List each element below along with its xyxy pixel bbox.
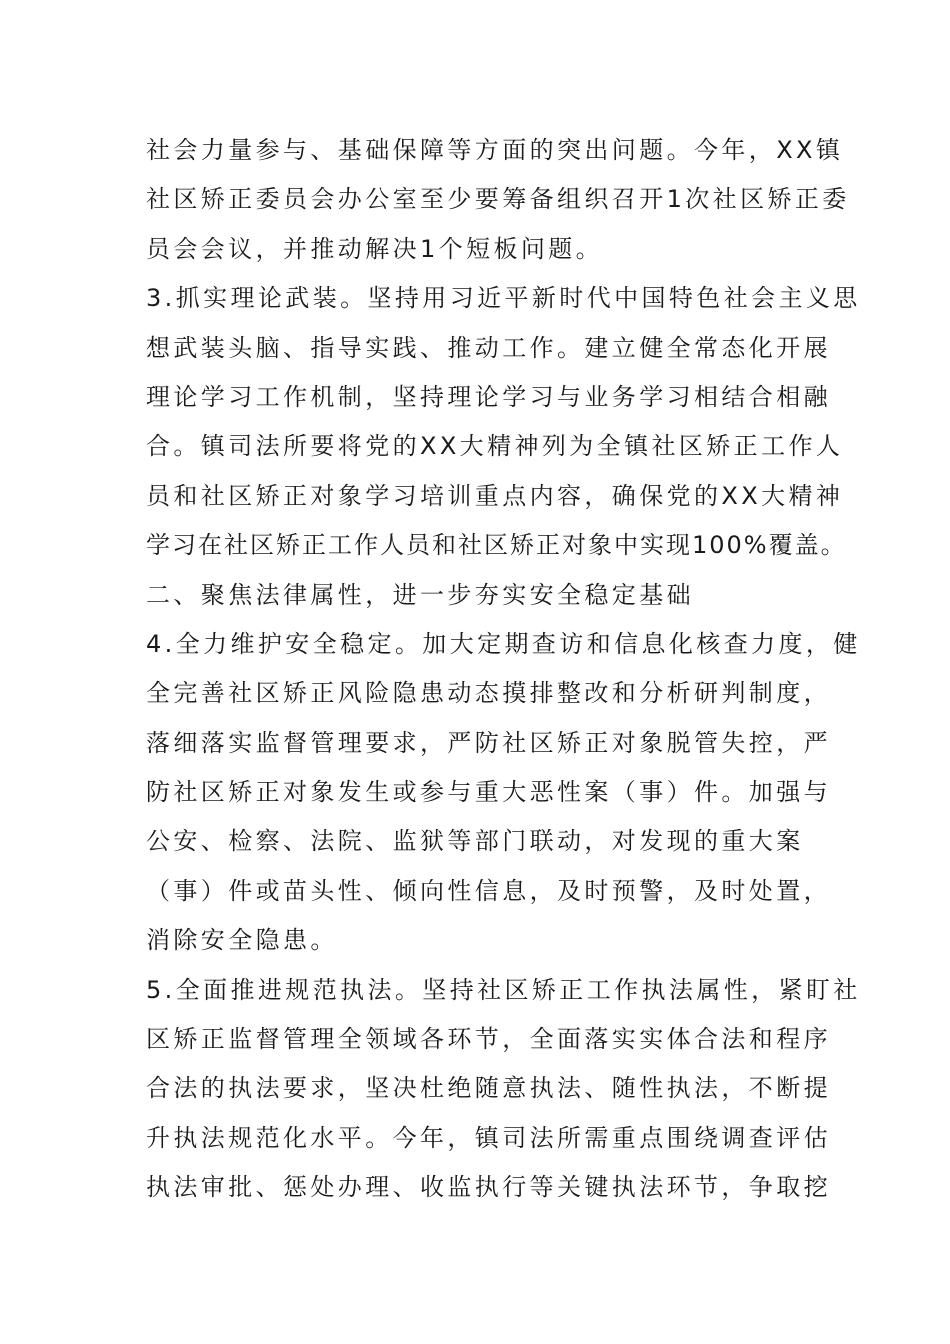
text-line: 消除安全隐患。 (146, 926, 338, 955)
text-line: 执法审批、惩处办理、收监执行等关键执法环节，争取挖 (146, 1173, 831, 1202)
text-line: 升执法规范化水平。今年，镇司法所需重点围绕调查评估 (146, 1123, 831, 1152)
text-line: 公安、检察、法院、监狱等部门联动，对发现的重大案 (146, 827, 804, 856)
document-body (146, 126, 861, 1213)
text-line: 区矫正监督管理全领域各环节，全面落实实体合法和程序 (146, 1025, 831, 1054)
paragraph-5-start: 5.全面推进规范执法。坚持社区矫正工作执法属性，紧盯社 (146, 975, 861, 1004)
text-line: 落细落实监督管理要求，严防社区矫正对象脱管失控，严 (146, 728, 831, 757)
text-line: 员会会议，并推动解决1个短板问题。 (146, 234, 604, 263)
text-line: 员和社区矫正对象学习培训重点内容，确保党的XX大精神 (146, 481, 844, 510)
text-line: 合。镇司法所要将党的XX大精神列为全镇社区矫正工作人 (146, 432, 844, 461)
text-line: （事）件或苗头性、倾向性信息，及时预警，及时处置， (146, 876, 831, 905)
section-heading: 二、聚焦法律属性，进一步夯实安全稳定基础 (146, 580, 694, 609)
paragraph-4-start: 4.全力维护安全稳定。加大定期查访和信息化核查力度，健 (146, 629, 861, 658)
text-line: 社会力量参与、基础保障等方面的突出问题。今年，XX镇 (146, 136, 844, 164)
text-line: 理论学习工作机制，坚持理论学习与业务学习相结合相融 (146, 382, 831, 411)
text-line: 学习在社区矫正工作人员和社区矫正对象中实现100%覆盖。 (146, 531, 847, 560)
text-line: 合法的执法要求，坚决杜绝随意执法、随性执法，不断提 (146, 1074, 831, 1103)
text-line: 想武装头脑、指导实践、推动工作。建立健全常态化开展 (146, 333, 831, 362)
text-line: 全完善社区矫正风险隐患动态摸排整改和分析研判制度， (146, 679, 831, 708)
text-line: 社区矫正委员会办公室至少要筹备组织召开1次社区矫正委 (146, 185, 850, 214)
text-line: 防社区矫正对象发生或参与重大恶性案（事）件。加强与 (146, 778, 831, 807)
paragraph-3-start: 3.抓实理论武装。坚持用习近平新时代中国特色社会主义思 (146, 284, 861, 313)
